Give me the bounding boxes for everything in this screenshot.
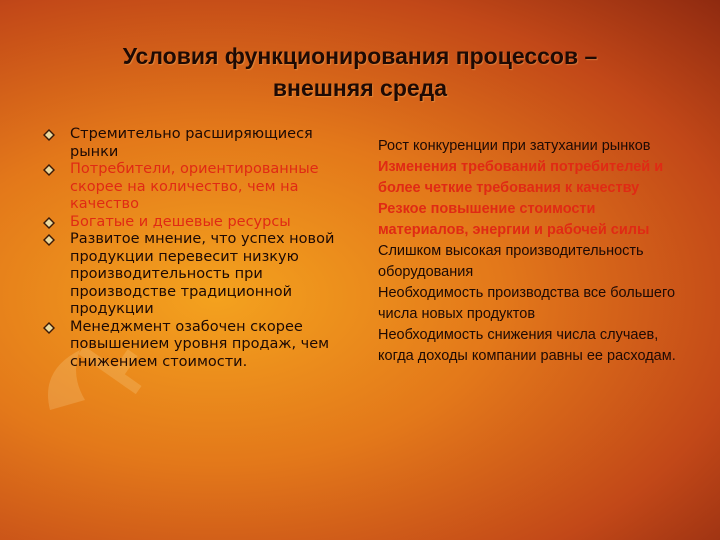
title-line-1: Условия функционирования процессов – [122,43,598,69]
diamond-bullet-icon [42,217,56,229]
diamond-bullet-icon [42,129,56,141]
right-column-list [378,136,688,367]
right-list-item: Необходимость производства все большего числа новых продуктов [378,285,676,322]
left-list-item [42,161,342,214]
left-list-item [42,319,342,372]
left-list-item [42,231,342,319]
left-item-text: Стремительно расширяющиеся рынки [70,126,313,160]
left-column-list [42,126,342,371]
diamond-bullet-icon [42,164,56,176]
title-line-2: внешняя среда [272,75,448,101]
diamond-bullet-icon [42,322,56,334]
left-item-text: Потребители, ориентированные скорее на количество, чем на качество [70,161,319,212]
left-item-text: Развитое мнение, что успех новой продукции перевесит низкую производительность при производстве традиционной продукции [70,231,335,317]
left-list-item [42,214,342,232]
left-item-text: Богатые и дешевые ресурсы [70,213,291,230]
right-list-item: Изменения требований потребителей и более четкие требования к качеству [378,159,664,196]
right-list-item: Необходимость снижения числа случаев, когда доходы компании равны ее расходам. [378,327,676,364]
right-list-item: Слишком высокая производительность оборудования [378,243,644,280]
slide-title [40,40,680,104]
diamond-bullet-icon [42,234,56,246]
right-list-item: Рост конкуренции при затухании рынков [378,138,651,154]
right-list-item: Резкое повышение стоимости материалов, энергии и рабочей силы [378,201,650,238]
left-item-text: Менеджмент озабочен скорее повышением уровня продаж, чем снижением стоимости. [70,318,330,370]
left-list-item [42,126,342,161]
